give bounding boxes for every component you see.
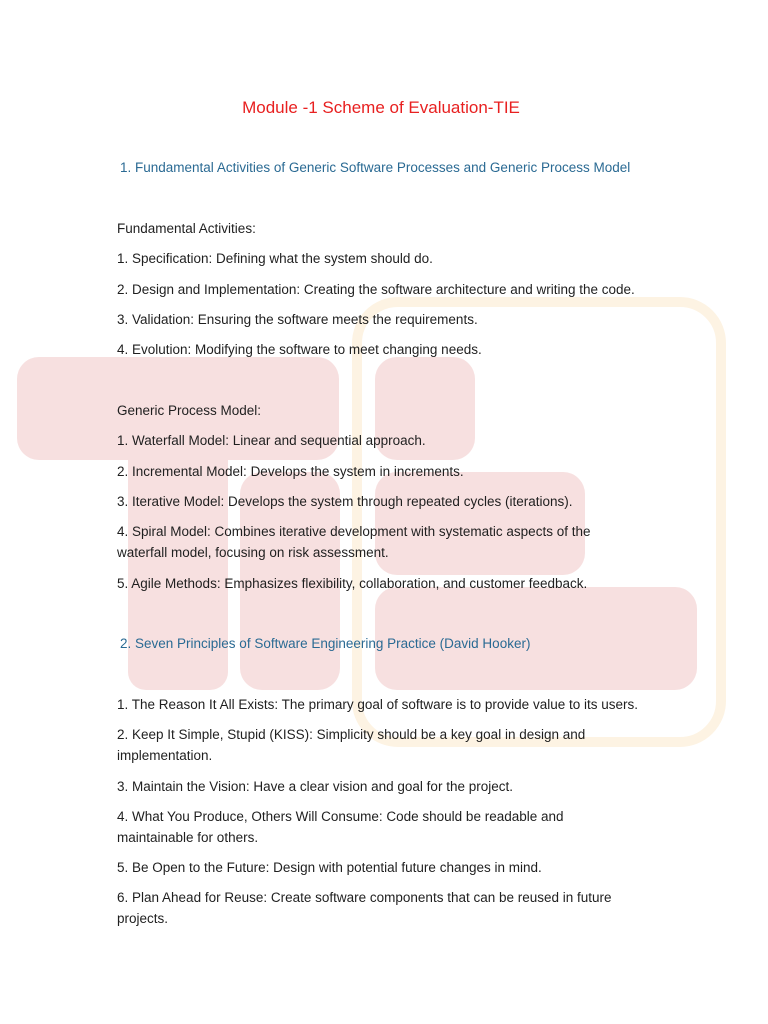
principle-item: 5. Be Open to the Future: Design with potential future changes in mind.: [117, 860, 542, 875]
document-title: Module -1 Scheme of Evaluation-TIE: [242, 98, 520, 117]
section-2-heading: 2. Seven Principles of Software Engineering Practice (David Hooker): [120, 636, 531, 651]
principle-item: 3. Maintain the Vision: Have a clear vision and goal for the project.: [117, 779, 513, 794]
model-item: 5. Agile Methods: Emphasizes flexibility, collaboration, and customer feedback.: [117, 576, 588, 591]
model-item: 3. Iterative Model: Develops the system through repeated cycles (iterations).: [117, 494, 573, 509]
principle-item: 2. Keep It Simple, Stupid (KISS): Simplicity should be a key goal in design and implementation.: [117, 727, 586, 763]
activity-item: 4. Evolution: Modifying the software to meet changing needs.: [117, 342, 482, 357]
generic-process-model-label: Generic Process Model:: [117, 403, 262, 418]
principle-item: 4. What You Produce, Others Will Consume: Code should be readable and maintainable for others.: [117, 809, 564, 845]
model-item: 1. Waterfall Model: Linear and sequential approach.: [117, 433, 426, 448]
fundamental-activities-label: Fundamental Activities:: [117, 221, 256, 236]
principle-item: 1. The Reason It All Exists: The primary goal of software is to provide value to its users.: [117, 697, 638, 712]
activity-item: 2. Design and Implementation: Creating the software architecture and writing the code.: [117, 282, 635, 297]
model-item: 4. Spiral Model: Combines iterative development with systematic aspects of the waterfall model, focusing on risk assessment.: [117, 524, 591, 560]
principle-item: 6. Plan Ahead for Reuse: Create software components that can be reused in future projects.: [117, 890, 612, 926]
section-1-heading: 1. Fundamental Activities of Generic Software Processes and Generic Process Model: [120, 160, 631, 175]
model-item: 2. Incremental Model: Develops the system in increments.: [117, 464, 464, 479]
activity-item: 3. Validation: Ensuring the software meets the requirements.: [117, 312, 478, 327]
activity-item: 1. Specification: Defining what the system should do.: [117, 251, 433, 266]
